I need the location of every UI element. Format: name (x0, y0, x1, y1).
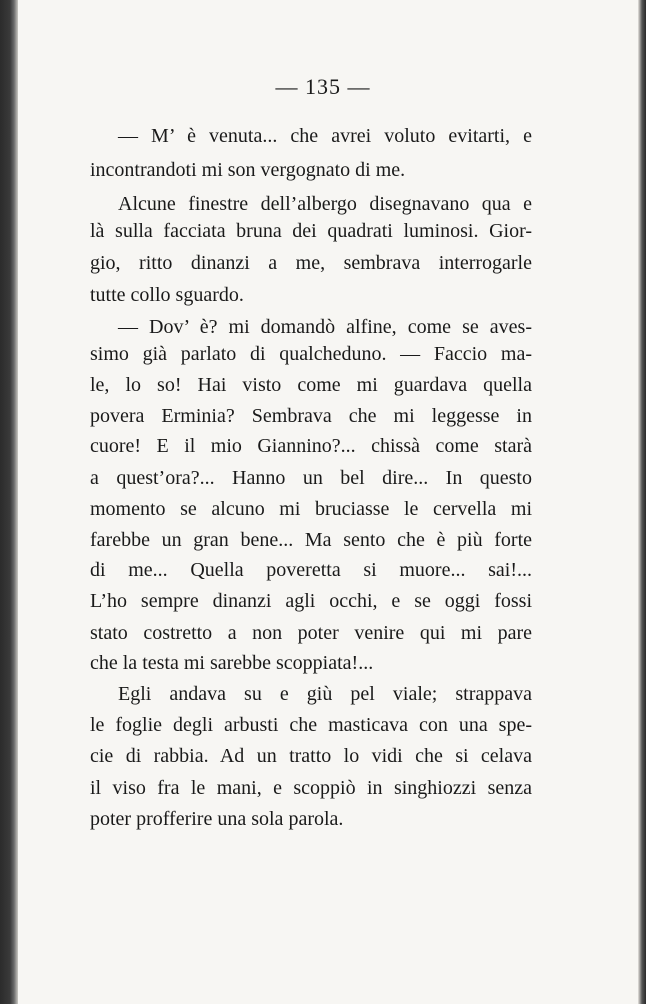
text-line: le foglie degli arbusti che masticava con una spe- (90, 714, 532, 736)
text-line: — Dov’ è? mi domandò alfine, come se aves- (118, 316, 532, 338)
text-line: di me... Quella poveretta si muore... sai!... (90, 559, 532, 581)
page-outer-edge (638, 0, 646, 1004)
text-line: povera Erminia? Sembrava che mi leggesse in (90, 405, 532, 427)
text-line: momento se alcuno mi bruciasse le cervella mi (90, 498, 532, 520)
text-line: poter profferire una sola parola. (90, 808, 344, 830)
text-line: Egli andava su e giù pel viale; strappava (118, 683, 532, 705)
page-number: — 135 — (275, 74, 371, 99)
text-line: tutte collo sguardo. (90, 284, 244, 306)
text-line: simo già parlato di qualcheduno. — Faccio ma- (90, 343, 532, 365)
text-line: le, lo so! Hai visto come mi guardava quella (90, 374, 532, 396)
text-line: incontrandoti mi son vergognato di me. (90, 159, 406, 181)
text-line: cie di rabbia. Ad un tratto lo vidi che si celava (90, 745, 532, 767)
text-line: stato costretto a non poter venire qui mi pare (90, 622, 532, 644)
text-line: cuore! E il mio Giannino?... chissà come starà (90, 435, 532, 457)
text-line: gio, ritto dinanzi a me, sembrava interrogarle (90, 252, 532, 274)
text-line: che la testa mi sarebbe scoppiata!... (90, 652, 374, 674)
text-line: L’ho sempre dinanzi agli occhi, e se oggi fossi (90, 590, 532, 612)
text-line: il viso fra le mani, e scoppiò in singhiozzi senza (90, 777, 532, 799)
text-line: — M’ è venuta... che avrei voluto evitarti, e (118, 125, 532, 147)
text-line: farebbe un gran bene... Ma sento che è più forte (90, 529, 532, 551)
text-line: a quest’ora?... Hanno un bel dire... In questo (90, 467, 532, 489)
text-line: Alcune finestre dell’albergo disegnavano qua e (118, 193, 532, 215)
page-binding-edge (0, 0, 18, 1004)
text-line: là sulla facciata bruna dei quadrati luminosi. Gior- (90, 220, 532, 242)
